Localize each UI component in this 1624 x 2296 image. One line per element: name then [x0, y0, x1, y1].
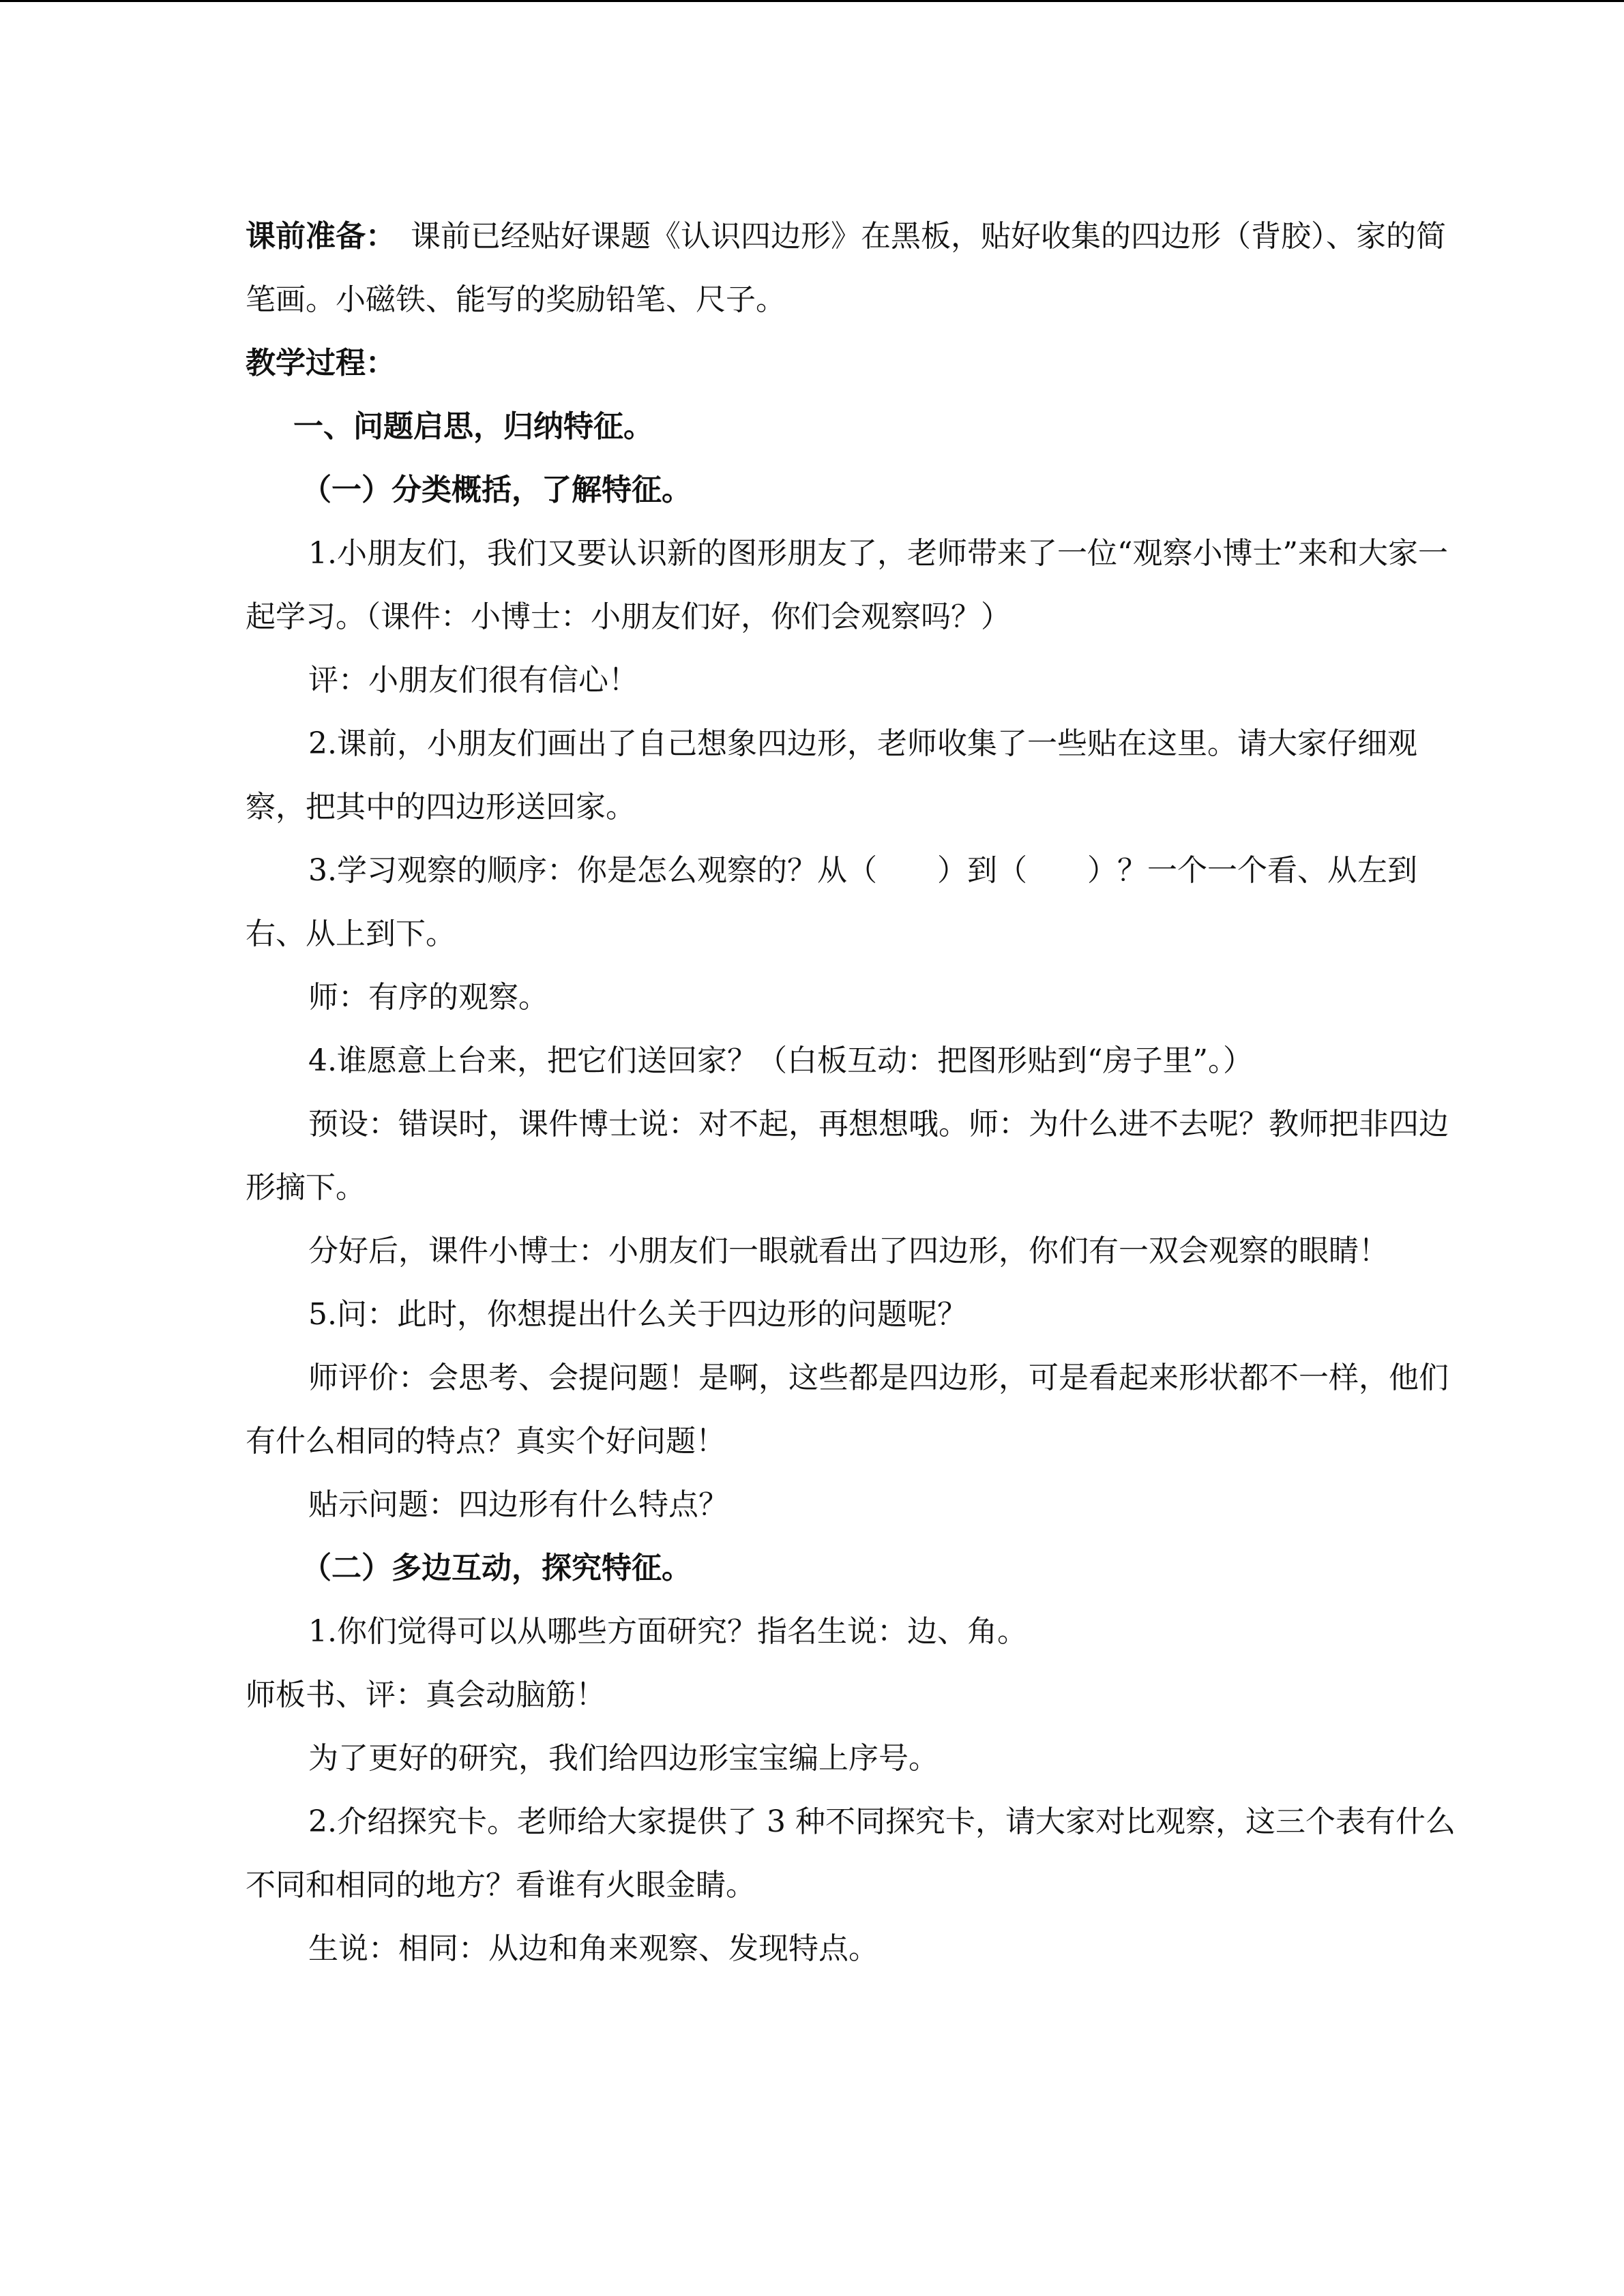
- prep-text: 课前已经贴好课题《认识四边形》在黑板，贴好收集的四边形（背胶）、家的简笔画。小磁铁、能写的奖励铅笔、尺子。: [246, 219, 1446, 317]
- paragraph-1-1: 1.小朋友们，我们又要认识新的图形朋友了，老师带来了一位“观察小博士”来和大家一起学习。（课件：小博士：小朋友们好，你们会观察吗？）: [246, 536, 1448, 634]
- paragraph-1-11: 贴示问题：四边形有什么特点？: [308, 1487, 728, 1522]
- paragraph-1-3: 2.课前，小朋友们画出了自己想象四边形，老师收集了一些贴在这里。请大家仔细观察，把其中的四边形送回家。: [246, 726, 1417, 824]
- paragraph-2-5: 生说：相同：从边和角来观察、发现特点。: [308, 1931, 879, 1966]
- paragraph-1-7: 预设：错误时，课件博士说：对不起，再想想哦。师：为什么进不去呢？教师把非四边形摘下。: [246, 1107, 1449, 1205]
- paragraph-2-4: 2.介绍探究卡。老师给大家提供了 3 种不同探究卡，请大家对比观察，这三个表有什么不同和相同的地方？看谁有火眼金睛。: [246, 1804, 1456, 1903]
- paragraph-1-6: 4.谁愿意上台来，把它们送回家？（白板互动：把图形贴到“房子里”。）: [308, 1043, 1253, 1078]
- paragraph-2-1: 1.你们觉得可以从哪些方面研究？指名生说：边、角。: [308, 1614, 1027, 1649]
- paragraph-2-3: 为了更好的研究，我们给四边形宝宝编上序号。: [308, 1741, 939, 1776]
- paragraph-1-10: 师评价：会思考、会提问题！是啊，这些都是四边形，可是看起来形状都不一样，他们有什么相同的特点？真实个好问题！: [246, 1360, 1449, 1459]
- prep-paragraph: [246, 205, 1466, 331]
- process-heading: 教学过程：: [246, 346, 396, 381]
- paragraph-1-8: 分好后，课件小博士：小朋友们一眼就看出了四边形，你们有一双会观察的眼睛！: [308, 1234, 1389, 1268]
- document-page: [246, 205, 1466, 1980]
- page-top-border: [0, 0, 1624, 2]
- subsection-2-heading: （二）多边互动，探究特征。: [301, 1551, 692, 1585]
- section-1-heading: 一、问题启思，归纳特征。: [293, 409, 653, 444]
- paragraph-1-2: 评：小朋友们很有信心！: [308, 663, 638, 698]
- subsection-1-heading: （一）分类概括，了解特征。: [301, 473, 692, 507]
- paragraph-2-2: 师板书、评：真会动脑筋！: [246, 1678, 606, 1712]
- prep-label: 课前准备：: [246, 219, 381, 254]
- paragraph-1-4: 3.学习观察的顺序：你是怎么观察的？从（ ）到（ ）？一个一个看、从左到右、从上到下。: [246, 853, 1417, 951]
- paragraph-1-5: 师：有序的观察。: [308, 980, 548, 1015]
- paragraph-1-9: 5.问：此时，你想提出什么关于四边形的问题呢？: [308, 1297, 967, 1332]
